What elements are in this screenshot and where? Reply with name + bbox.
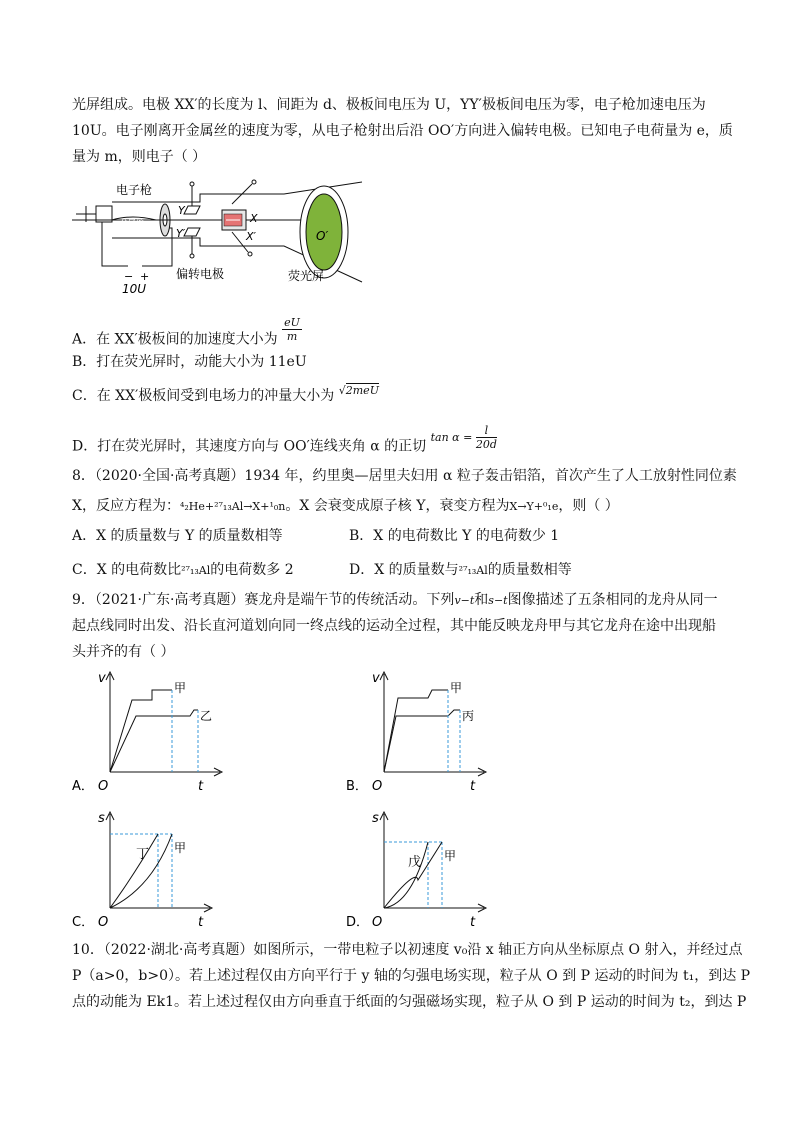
label-plus: +	[140, 270, 150, 283]
label-minus: −	[124, 270, 134, 283]
q8-c-a: C．X 的电荷数比	[72, 562, 182, 578]
q8-option-b[interactable]: B．X 的电荷数比 Y 的电荷数少 1	[349, 528, 560, 544]
label-voltage: 10U	[122, 282, 147, 296]
q7-option-a[interactable]	[72, 316, 302, 353]
q7-c-expr: 2meU	[345, 384, 379, 397]
q7-option-b[interactable]: B．打在荧光屏时，动能大小为 11eU	[72, 354, 307, 370]
q7-option-c-text: C．在 XX′极板间受到电场力的冲量大小为	[72, 388, 335, 404]
q9-vt: v−t	[454, 594, 475, 607]
label-gun: 电子枪	[116, 183, 153, 197]
graph-d[interactable]	[346, 808, 516, 932]
graph-b-option: B．	[346, 779, 368, 794]
q7-option-d-text: D．打在荧光屏时，其速度方向与 OO′连线夹角 α 的正切	[72, 438, 427, 455]
q7-d-den: 20d	[475, 438, 497, 451]
q8-reaction-2: X→Y+⁰₁e	[509, 500, 559, 513]
graph-c[interactable]	[72, 808, 242, 932]
graph-d-x-axis: t	[470, 915, 476, 930]
q8-line2-b: 。X 会衰变成原子核 Y，衰变方程为	[285, 498, 510, 514]
q9-st: s−t	[488, 594, 508, 607]
graph-c-origin: O	[98, 915, 109, 930]
graph-d-curve1: 戊	[408, 855, 422, 870]
label-screen: 荧光屏	[288, 269, 325, 283]
q10-line-1: 10．（2022·湖北·高考真题）如图所示，一带电粒子以初速度 v₀沿 x 轴正方向从坐标原点 O 射入，并经过点	[72, 942, 743, 958]
graph-b-curve2: 丙	[462, 709, 475, 723]
graph-d-curve2: 甲	[444, 849, 457, 863]
label-o-prime: O′	[316, 229, 329, 243]
q8-option-a[interactable]: A．X 的质量数与 Y 的质量数相等	[72, 528, 283, 544]
q8-line2-c: ，则（ ）	[558, 498, 619, 514]
label-filament: 金属丝	[120, 218, 144, 227]
q9-line1-a: 9．（2021·广东·高考真题）赛龙舟是端午节的传统活动。下列	[72, 592, 455, 608]
q7-option-a-fraction	[282, 316, 302, 343]
q8-option-d[interactable]	[349, 560, 572, 581]
q8-d-iso: ²⁷₁₃Al	[458, 564, 488, 577]
graph-a-origin: O	[98, 779, 109, 794]
q8-d-a: D．X 的质量数与	[349, 562, 459, 578]
q7-d-lhs: tan α =	[430, 430, 473, 444]
graph-b-origin: O	[372, 779, 383, 794]
q7-a-den: m	[286, 330, 298, 343]
graph-b-x-axis: t	[470, 779, 476, 794]
q7-option-d[interactable]	[72, 424, 497, 461]
q8-d-b: 的质量数相等	[487, 562, 572, 578]
q8-c-iso: ²⁷₁₃Al	[181, 564, 211, 577]
label-x: X	[250, 212, 258, 225]
crt-diagram	[72, 176, 372, 296]
q8-reaction-1: ⁴₂He+²⁷₁₃Al→X+¹₀n	[179, 500, 286, 513]
graph-a-y-axis: v	[98, 671, 106, 686]
q8-line-1: 8．（2020·全国·高考真题）1934 年，约里奥—居里夫妇用 α 粒子轰击铝箔，首次产生了人工放射性同位素	[72, 468, 737, 484]
q10-line-3: 点的动能为 Ek1。若上述过程仅由方向垂直于纸面的匀强磁场实现，粒子从 O 到 P 运动的时间为 t₂，到达 P	[72, 994, 747, 1010]
graph-a-curve1: 甲	[174, 681, 187, 695]
graph-b-curve1: 甲	[450, 681, 463, 695]
q8-option-c[interactable]	[72, 560, 294, 581]
graph-a[interactable]	[72, 668, 242, 796]
graph-d-y-axis: s	[372, 811, 379, 826]
q8-line-2	[72, 496, 619, 517]
graph-c-curve1: 丁	[136, 847, 150, 862]
q9-line-2: 起点线同时出发、沿长直河道划向同一终点线的运动全过程，其中能反映龙舟甲与其它龙舟在途中出现船	[72, 618, 716, 634]
graph-a-option: A．	[72, 779, 94, 794]
q7-d-num: l	[476, 424, 497, 438]
q9-line1-c: 图像描述了五条相同的龙舟从同一	[507, 592, 718, 608]
q8-c-b: 的电荷数多 2	[210, 562, 294, 578]
label-x-prime: X′	[246, 230, 257, 243]
label-deflect: 偏转电极	[176, 267, 225, 281]
q10-line-2: P（a>0，b>0）。若上述过程仅由方向平行于 y 轴的匀强电场实现，粒子从 O 到 P 运动的时间为 t₁，到达 P	[72, 968, 751, 984]
graph-d-origin: O	[372, 915, 383, 930]
graph-a-x-axis: t	[198, 779, 204, 794]
graph-b[interactable]	[346, 668, 516, 796]
q9-line-3: 头并齐的有（ ）	[72, 644, 175, 660]
intro-line-3: 量为 m，则电子（ ）	[72, 149, 207, 165]
label-y: Y	[178, 204, 185, 217]
q7-option-d-formula	[430, 424, 497, 451]
q7-option-c-sqrt: √2meU	[338, 384, 379, 397]
graph-d-option: D．	[346, 915, 370, 930]
graph-b-y-axis: v	[372, 671, 380, 686]
graph-a-curve2: 乙	[200, 709, 213, 723]
graph-c-curve2: 甲	[174, 841, 187, 855]
q7-option-c[interactable]	[72, 386, 379, 407]
q9-line1-b: 和	[474, 592, 489, 608]
q9-line-1	[72, 590, 718, 611]
graph-c-y-axis: s	[98, 811, 105, 826]
graph-c-x-axis: t	[198, 915, 204, 930]
intro-line-2: 10U。电子刚离开金属丝的速度为零，从电子枪射出后沿 OO′方向进入偏转电极。已知电子电荷量为 e，质	[72, 123, 733, 139]
label-y-prime: Y′	[176, 227, 186, 240]
graph-c-option: C．	[72, 915, 95, 930]
q8-line2-a: X，反应方程为：	[72, 498, 180, 514]
q7-option-a-text: A．在 XX′极板间的加速度大小为	[72, 331, 278, 348]
intro-line-1: 光屏组成。电极 XX′的长度为 l、间距为 d、极板间电压为 U，YY′极板间电压为零，电子枪加速电压为	[72, 97, 706, 113]
q7-a-num: eU	[284, 316, 300, 329]
